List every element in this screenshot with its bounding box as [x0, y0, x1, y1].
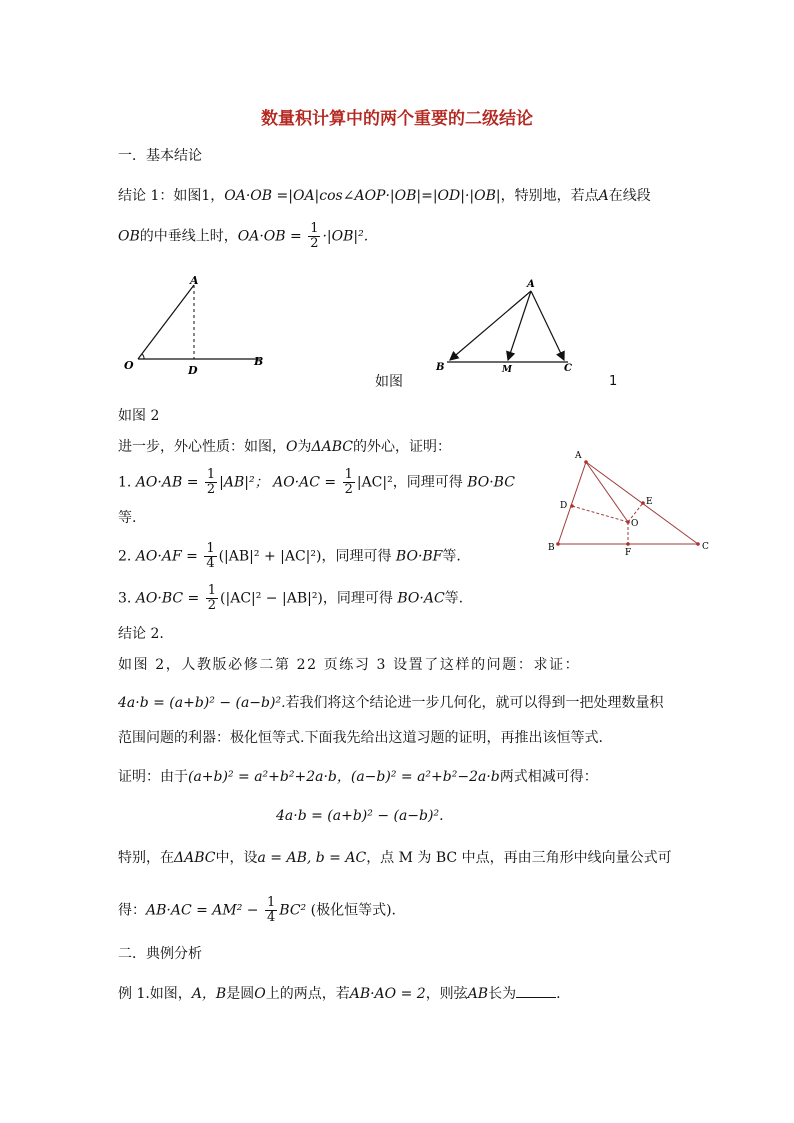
special-mid: 中，设 [215, 850, 258, 866]
item3-frac: $\frac{1}{2}$ [207, 583, 217, 613]
item1-num: 1. [118, 474, 132, 491]
figure-1-left [118, 270, 278, 380]
label-a: A [190, 274, 199, 287]
c1-suffix: ，特别地，若点 [500, 188, 599, 204]
ex1-suffix: ，则弦 [425, 986, 468, 1002]
section-heading-basic: 一．基本结论 [118, 148, 202, 164]
label3-d: D [560, 501, 568, 511]
ex1-ab-chord: AB [467, 986, 489, 1002]
item1-c: AO·AC = [273, 474, 337, 491]
figure-caption-left: 如图 [375, 374, 403, 390]
final-formula-b: BC² [279, 902, 307, 919]
label-m2: M [502, 365, 512, 375]
final-line [118, 896, 396, 925]
label3-o: O [631, 519, 639, 529]
c1-formula: OA·OB =|OA|cos∠AOP·|OB|=|OD|·|OB| [224, 188, 501, 204]
item2-a: AO·AF = [135, 548, 198, 565]
item2-num: 2. [118, 548, 132, 565]
item3-a: AO·BC = [135, 590, 200, 607]
label3-a: A [575, 451, 582, 461]
special-f: a = AB, b = AC [257, 850, 367, 866]
proof-prefix: 证明：由于 [118, 769, 188, 785]
final-suffix: (极化恒等式). [310, 902, 396, 919]
special-prefix: 特别，在 [118, 850, 174, 866]
circum-suffix: 的外心，证明： [352, 439, 451, 455]
dot-f [626, 542, 630, 546]
label3-f: F [625, 548, 632, 558]
dot-e [641, 501, 645, 505]
figure-caption-right: 1 [609, 374, 618, 389]
item2-d: 等. [442, 548, 461, 565]
dot-c [696, 542, 700, 546]
label-a2: A [527, 279, 535, 290]
vector-ab [450, 291, 531, 360]
proof-f1: (a+b)² = a²+b²+2a·b， [188, 769, 351, 785]
c1-ob: OB [118, 228, 140, 245]
label-b2: B [436, 362, 445, 373]
conclusion2-p3: 范围问题的利器：极化恒等式.下面我先给出这道习题的证明，再推出该恒等式. [118, 730, 603, 746]
circum-o: O [286, 439, 298, 455]
circum-intro [118, 437, 451, 457]
label-d: D [188, 364, 198, 377]
circum-intro-prefix: 进一步，外心性质：如图， [118, 439, 286, 455]
circum-item-2 [118, 542, 461, 571]
item1-frac-1: $\frac{1}{2}$ [206, 467, 216, 497]
center-formula: 4a·b = (a+b)² − (a−b)². [276, 808, 444, 824]
item1-a: AO·AB = [135, 474, 199, 491]
ex1-prefix: 例 1.如图， [118, 986, 192, 1002]
dot-o [626, 520, 630, 524]
half-fraction: $\frac{1}{2}$ [310, 221, 319, 251]
c1-f-left: OA·OB = [237, 228, 302, 245]
ex1-ab: A，B [191, 986, 227, 1002]
dot-a [584, 460, 588, 464]
c1-point-a: A [598, 188, 609, 204]
c1-tail: 在线段 [608, 188, 651, 204]
proof-line [118, 767, 598, 787]
angle-mark [142, 354, 144, 359]
c2-formula: 4a·b = (a+b)² − (a−b)². [118, 695, 286, 711]
c1-perp: 的中垂线上时， [139, 228, 238, 245]
proof-f2: (a−b)² = a²+b²−2a·b [350, 769, 500, 785]
final-formula-a: AB·AC = AM² − [146, 902, 259, 919]
item1-d: |AC|²，同理可得 [356, 474, 463, 491]
item2-c: BO·BF [395, 548, 443, 565]
ex1-o: O [254, 986, 266, 1002]
item2-b: (|AB|² + |AC|²)，同理可得 [218, 548, 392, 565]
label3-e: E [646, 497, 653, 507]
conclusion2-p1: 如图 2，人教版必修二第 22 页练习 3 设置了这样的问题：求证： [118, 657, 581, 673]
vector-ac [531, 291, 564, 360]
ex1-mid: 是圆 [226, 986, 255, 1002]
label-b: B [254, 355, 264, 368]
segment-od [572, 506, 628, 522]
c2-p2-text: 若我们将这个结论进一步几何化，就可以得到一把处理数量积 [285, 695, 664, 711]
final-prefix: 得： [118, 902, 146, 919]
label3-b: B [548, 543, 555, 553]
proof-suffix: 两式相减可得： [499, 769, 598, 785]
ex1-mid2: 上的两点，若 [265, 986, 350, 1002]
special-m: ，点 M 为 BC 中点，再由三角形中线向量公式可 [366, 850, 672, 866]
dot-b [556, 542, 560, 546]
conclusion2-p2 [118, 693, 664, 713]
circum-item-1 [118, 468, 515, 497]
conclusion1-line2 [118, 222, 368, 251]
dot-d [570, 504, 574, 508]
special-line [118, 848, 672, 868]
figure-1-right [430, 272, 590, 382]
c1-prefix: 结论 1：如图1， [118, 188, 225, 204]
figure-circumcenter [540, 448, 720, 558]
item1-b: |AB|²； [219, 474, 269, 491]
line-oa [138, 285, 194, 359]
section-heading-examples: 二．典例分析 [118, 946, 202, 962]
item2-frac: $\frac{1}{4}$ [206, 541, 215, 571]
example-1 [118, 983, 561, 1004]
conclusion2-title: 结论 2. [118, 626, 164, 642]
item1-tail: 等. [118, 510, 137, 526]
final-frac: $\frac{1}{4}$ [267, 895, 276, 925]
item1-e: BO·BC [467, 474, 515, 491]
item3-b: (|AC|² − |AB|²)，同理可得 [220, 590, 393, 607]
item3-c: BO·AC [397, 590, 445, 607]
ex1-end: . [556, 986, 561, 1002]
label-o: O [124, 359, 134, 372]
figure-2-heading: 如图 2 [118, 408, 160, 424]
ex1-tail: 长为 [488, 986, 517, 1002]
item1-frac-2: $\frac{1}{2}$ [344, 467, 353, 497]
label-c2: C [564, 363, 572, 374]
circum-tri: ΔABC [311, 439, 353, 455]
item3-d: 等. [444, 590, 464, 607]
ex1-formula: AB·AO = 2 [349, 986, 426, 1002]
label3-c: C [702, 542, 709, 552]
circum-mid: 为 [297, 439, 312, 455]
answer-blank[interactable] [516, 983, 556, 998]
special-tri: ΔABC [174, 850, 216, 866]
segment-ao [586, 462, 628, 522]
item3-num: 3. [118, 590, 132, 607]
circum-item-3 [118, 584, 463, 613]
page-title: 数量积计算中的两个重要的二级结论 [261, 109, 533, 129]
c1-f-right: ·|OB|². [322, 228, 369, 245]
conclusion1-line1 [118, 186, 651, 206]
